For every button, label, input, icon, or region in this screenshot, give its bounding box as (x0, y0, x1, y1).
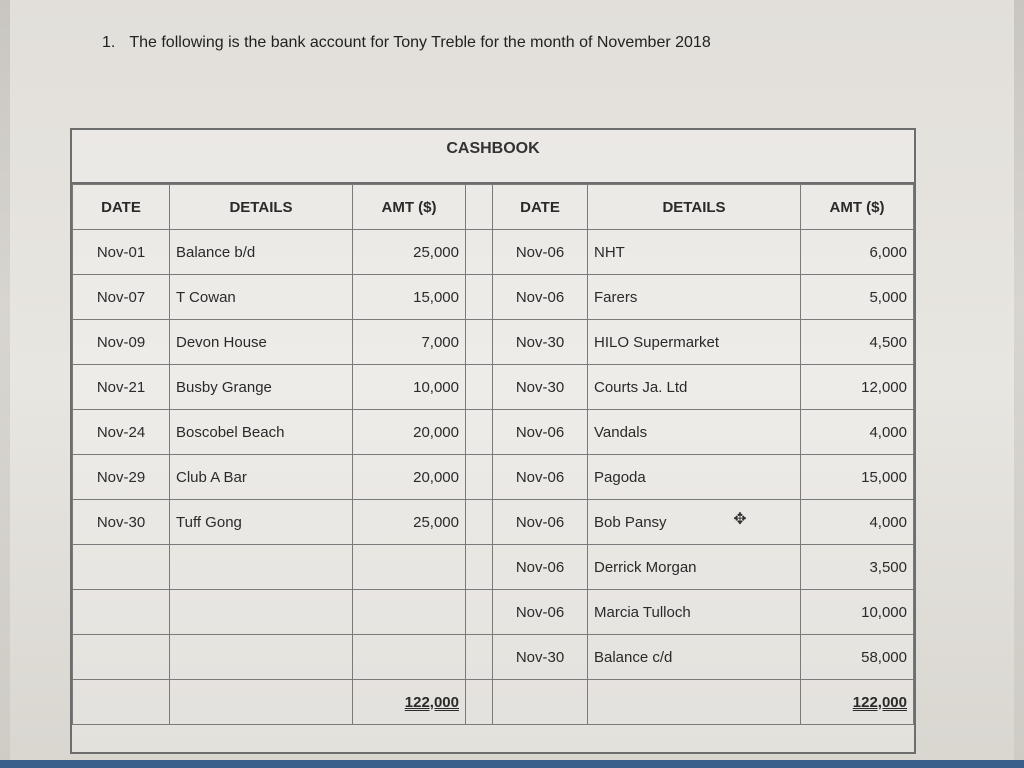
date-right-cell: Nov-30 (493, 365, 588, 410)
amt-right-cell: 10,000 (801, 590, 914, 635)
amt-right-cell: 3,500 (801, 545, 914, 590)
totals-gap (466, 680, 493, 725)
header-details-left: DETAILS (170, 185, 353, 230)
details-right-cell: Vandals (588, 410, 801, 455)
gap-cell (466, 545, 493, 590)
date-left-cell: Nov-29 (73, 455, 170, 500)
table-row (73, 365, 914, 410)
totals-date-left (73, 680, 170, 725)
details-left-cell: Boscobel Beach (170, 410, 353, 455)
date-right-cell: Nov-06 (493, 500, 588, 545)
header-row (73, 185, 914, 230)
details-left-cell: Busby Grange (170, 365, 353, 410)
details-left-cell: T Cowan (170, 275, 353, 320)
document-page (10, 0, 1014, 768)
details-right-cell: Bob Pansy (588, 500, 801, 545)
amt-right-cell: 4,000 (801, 500, 914, 545)
date-left-cell: Nov-07 (73, 275, 170, 320)
amt-left-cell (353, 635, 466, 680)
question-text: The following is the bank account for Tony Treble for the month of November 2018 (129, 34, 711, 51)
total-right-value: 122,000 (852, 693, 907, 711)
question-heading (102, 34, 711, 52)
amt-left-cell: 15,000 (353, 275, 466, 320)
date-left-cell (73, 635, 170, 680)
table-row (73, 635, 914, 680)
amt-right-cell: 4,000 (801, 410, 914, 455)
totals-details-left (170, 680, 353, 725)
amt-right-cell: 15,000 (801, 455, 914, 500)
details-left-cell (170, 545, 353, 590)
date-left-cell: Nov-24 (73, 410, 170, 455)
details-left-cell: Club A Bar (170, 455, 353, 500)
header-amt-left: AMT ($) (353, 185, 466, 230)
header-gap (466, 185, 493, 230)
question-number: 1. (102, 34, 116, 51)
date-right-cell: Nov-06 (493, 410, 588, 455)
table-row (73, 410, 914, 455)
details-right-cell: HILO Supermarket (588, 320, 801, 365)
cashbook-title: CASHBOOK (72, 130, 914, 184)
details-right-cell: Farers (588, 275, 801, 320)
gap-cell (466, 500, 493, 545)
amt-left-cell: 20,000 (353, 410, 466, 455)
gap-cell (466, 320, 493, 365)
table-row (73, 320, 914, 365)
gap-cell (466, 590, 493, 635)
gap-cell (466, 230, 493, 275)
total-left-value: 122,000 (404, 693, 459, 711)
date-left-cell (73, 545, 170, 590)
header-date-left: DATE (73, 185, 170, 230)
totals-date-right (493, 680, 588, 725)
amt-right-cell: 12,000 (801, 365, 914, 410)
details-left-cell: Tuff Gong (170, 500, 353, 545)
resize-cursor-icon: ✥ (733, 511, 747, 528)
date-right-cell: Nov-30 (493, 635, 588, 680)
total-left (353, 680, 466, 725)
date-right-cell: Nov-30 (493, 320, 588, 365)
header-amt-right: AMT ($) (801, 185, 914, 230)
amt-right-cell: 58,000 (801, 635, 914, 680)
table-row (73, 455, 914, 500)
date-left-cell: Nov-21 (73, 365, 170, 410)
table-row (73, 590, 914, 635)
date-left-cell (73, 590, 170, 635)
amt-left-cell (353, 590, 466, 635)
totals-row (73, 680, 914, 725)
total-right (801, 680, 914, 725)
date-right-cell: Nov-06 (493, 275, 588, 320)
amt-left-cell: 20,000 (353, 455, 466, 500)
gap-cell (466, 410, 493, 455)
gap-cell (466, 275, 493, 320)
date-left-cell: Nov-01 (73, 230, 170, 275)
details-right-cell: Balance c/d (588, 635, 801, 680)
details-left-cell (170, 635, 353, 680)
date-left-cell: Nov-09 (73, 320, 170, 365)
date-right-cell: Nov-06 (493, 455, 588, 500)
details-left-cell (170, 590, 353, 635)
details-right-cell: Derrick Morgan (588, 545, 801, 590)
amt-left-cell: 25,000 (353, 230, 466, 275)
table-row (73, 230, 914, 275)
screen-bottom-edge (0, 760, 1024, 768)
details-left-cell: Balance b/d (170, 230, 353, 275)
amt-left-cell: 25,000 (353, 500, 466, 545)
date-right-cell: Nov-06 (493, 590, 588, 635)
gap-cell (466, 635, 493, 680)
table-row (73, 500, 914, 545)
details-right-cell: Marcia Tulloch (588, 590, 801, 635)
date-left-cell: Nov-30 (73, 500, 170, 545)
amt-left-cell: 10,000 (353, 365, 466, 410)
amt-left-cell: 7,000 (353, 320, 466, 365)
details-left-cell: Devon House (170, 320, 353, 365)
details-right-cell: Pagoda (588, 455, 801, 500)
date-right-cell: Nov-06 (493, 230, 588, 275)
amt-right-cell: 6,000 (801, 230, 914, 275)
cashbook-sheet (70, 128, 916, 754)
cashbook-table (72, 184, 914, 725)
amt-right-cell: 5,000 (801, 275, 914, 320)
amt-left-cell (353, 545, 466, 590)
header-date-right: DATE (493, 185, 588, 230)
table-row (73, 275, 914, 320)
totals-details-right (588, 680, 801, 725)
details-right-cell: NHT (588, 230, 801, 275)
details-right-cell: Courts Ja. Ltd (588, 365, 801, 410)
gap-cell (466, 455, 493, 500)
gap-cell (466, 365, 493, 410)
header-details-right: DETAILS (588, 185, 801, 230)
amt-right-cell: 4,500 (801, 320, 914, 365)
table-row (73, 545, 914, 590)
date-right-cell: Nov-06 (493, 545, 588, 590)
